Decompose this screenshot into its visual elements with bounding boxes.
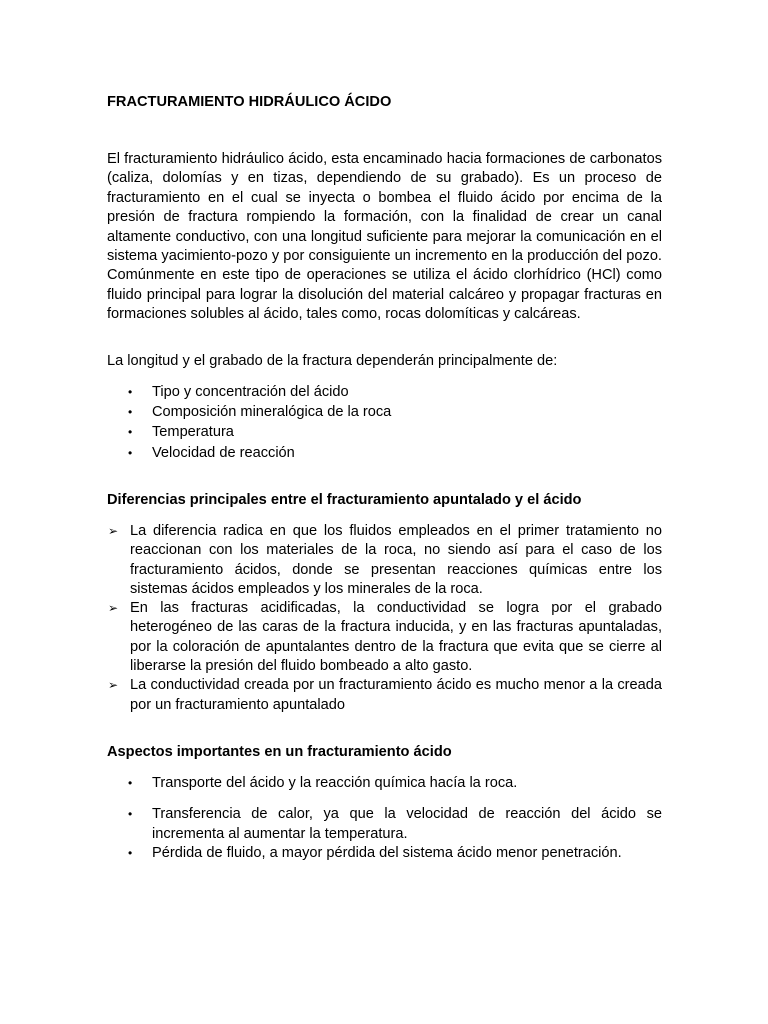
arrow-bullet-icon: ➢ — [108, 678, 119, 693]
list-item: • Composición mineralógica de la roca — [107, 403, 662, 422]
differences-heading: Diferencias principales entre el fracturamiento apuntalado y el ácido — [107, 492, 582, 508]
list-item: ➢ La conductividad creada por un fracturamiento ácido es mucho menor a la creada por un fracturamiento apuntalado — [108, 677, 662, 713]
bullet-icon: • — [128, 405, 133, 420]
list-item: • Transporte del ácido y la reacción química hacía la roca. — [107, 774, 662, 793]
bullet-icon: • — [128, 385, 133, 399]
list-item: • Pérdida de fluido, a mayor pérdida del sistema ácido menor penetración. — [107, 844, 662, 863]
list-item: • Temperatura — [107, 423, 662, 442]
bullet-icon: • — [128, 807, 133, 822]
arrow-bullet-icon: ➢ — [108, 524, 119, 538]
list-item: ➢ En las fracturas acidificadas, la conductividad se logra por el grabado heterogéneo de las caras de la fractura inducida, y en las fracturas apuntaladas, por la coloración de apuntalantes dentro de la fractura que evita que se cierre al liberarse la presión del fluido bombeado a alto gasto. — [108, 600, 662, 675]
arrow-bullet-icon: ➢ — [108, 601, 119, 616]
bullet-icon: • — [128, 846, 133, 861]
differences-list — [107, 522, 662, 715]
bullet-icon: • — [128, 445, 133, 460]
bullet-icon: • — [128, 776, 133, 790]
list-item: • Transferencia de calor, ya que la velocidad de reacción del ácido se incrementa al aumentar la temperatura. — [128, 806, 662, 842]
aspects-heading: Aspectos importantes en un fracturamiento ácido — [107, 744, 452, 760]
page-title: FRACTURAMIENTO HIDRÁULICO ÁCIDO — [107, 94, 392, 110]
list-item: • Velocidad de reacción — [107, 444, 662, 463]
factors-list — [107, 383, 662, 463]
bullet-icon: • — [128, 425, 133, 440]
list-item: • Tipo y concentración del ácido — [107, 383, 662, 402]
aspects-list — [107, 774, 662, 864]
list-item: ➢ La diferencia radica en que los fluidos empleados en el primer tratamiento no reaccionan con los materiales de la roca, no siendo así para el caso de los fracturamiento ácidos, donde se presentan reacciones químicas entre los sistemas ácidos empleados y los minerales de la roca. — [108, 523, 662, 597]
dependence-intro: La longitud y el grabado de la fractura dependerán principalmente de: — [107, 353, 558, 369]
intro-paragraph: El fracturamiento hidráulico ácido, esta encaminado hacia formaciones de carbonatos (caliza, dolomías y en tizas, dependiendo de su grabado). Es un proceso de fracturamiento en el cual se inyecta o bombea el fluido ácido por encima de la presión de fractura rompiendo la formación, con la finalidad de crear un canal altamente conductivo, con una longitud suficiente para mejorar la comunicación en el sistema yacimiento-pozo y por consiguiente un incremento en la producción del pozo. Comúnmente en este tipo de operaciones se utiliza el ácido clorhídrico (HCl) como fluido principal para lograr la disolución del material calcáreo y propagar fracturas en formaciones solubles al ácido, tales como, rocas dolomíticas y calcáreas. — [107, 151, 662, 323]
